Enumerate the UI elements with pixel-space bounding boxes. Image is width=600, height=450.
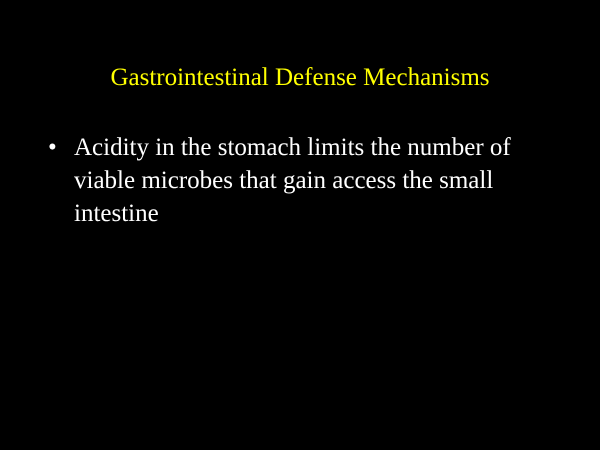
bullet-marker: • [48,134,57,161]
slide-title: Gastrointestinal Defense Mechanisms [110,64,490,91]
bullet-list [48,131,568,230]
bullet-text: Acidity in the stomach limits the number of viable microbes that gain access the small intestine [74,134,511,227]
bullet-item [48,131,568,230]
